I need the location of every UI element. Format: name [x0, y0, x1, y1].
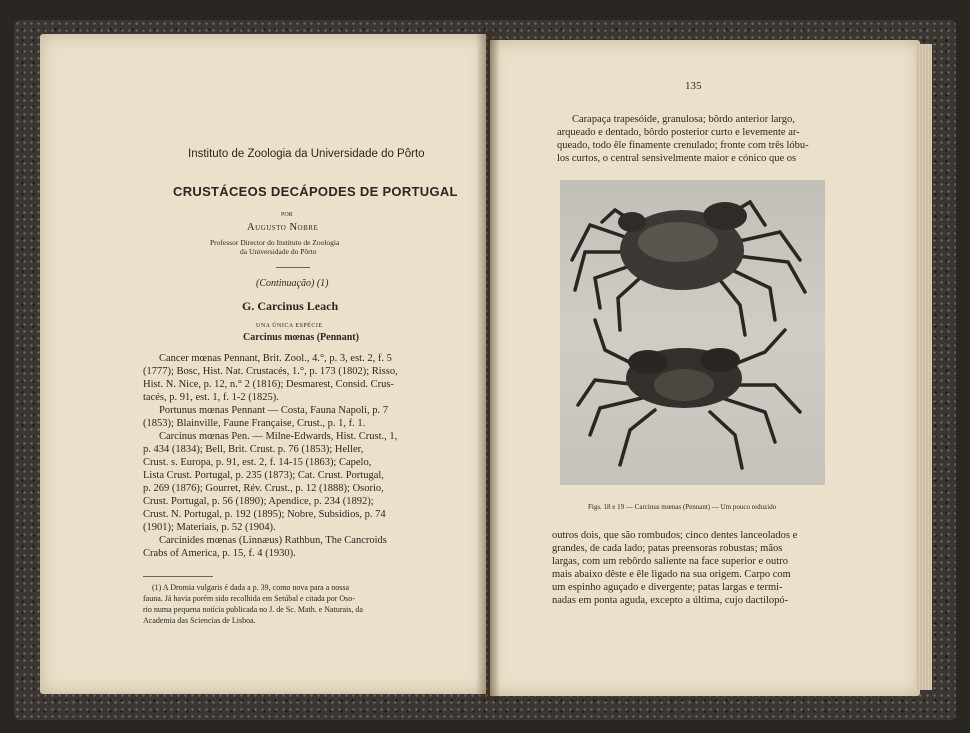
- footnote-line: (1) A Dromia vulgaris é dada a p. 39, como nova para a nossa: [152, 583, 350, 592]
- footnote-line: Academia das Sciencias de Lisboa.: [143, 616, 256, 625]
- paragraph-line: grandes, de cada lado; patas preensoras robustas; mãos: [552, 543, 783, 554]
- synonymy-line: Crabs of America, p. 15, f. 4 (1930).: [143, 548, 296, 559]
- single-species-label: UNA ÚNICA ESPÉCIE: [256, 323, 323, 329]
- synonymy-line: Crust. N. Portugal, p. 192 (1895); Nobre, Subsidios, p. 74: [143, 509, 386, 520]
- title-rule: [276, 267, 310, 268]
- synonymy-line: Carcinus mœnas Pen. — Milne-Edwards, Hist. Crust., 1,: [159, 431, 398, 442]
- synonymy-line: Carcinides mœnas (Linnæus) Rathbun, The Cancroids: [159, 535, 387, 546]
- synonymy-line: (1777); Bosc, Hist. Nat. Crustacés, 1.°, p. 173 (1802); Risso,: [143, 366, 398, 377]
- page-edges: [916, 44, 932, 690]
- paragraph-line: nadas em ponta aguda, excepto a última, cujo dactilopó-: [552, 595, 789, 606]
- author-role-2: da Universidade do Pôrto: [240, 247, 317, 256]
- paragraph-line: queado, todo êle finamente crenulado; fronte com três lóbu-: [557, 140, 809, 151]
- paragraph-line: outros dois, que são rombudos; cinco dentes lanceolados e: [552, 530, 798, 541]
- synonymy-line: tacés, p. 91, est. 1, f. 1-2 (1825).: [143, 392, 279, 403]
- paragraph-line: Carapaça trapesóide, granulosa; bôrdo anterior largo,: [572, 114, 795, 125]
- footnote-rule: [143, 576, 213, 577]
- author-name: Augusto Nobre: [247, 222, 319, 233]
- synonymy-line: Hist. N. Nice, p. 12, n.° 2 (1816); Desmarest, Consid. Crus-: [143, 379, 394, 390]
- por-label: POR: [281, 212, 293, 218]
- paragraph-line: mais abaixo dêste e êle ligado na sua origem. Carpo com: [552, 569, 791, 580]
- crab-photograph: [560, 180, 825, 485]
- paragraph-line: um espinho aguçado e divergente; patas largas e termi-: [552, 582, 783, 593]
- synonymy-line: p. 434 (1834); Bell, Brit. Crust. p. 76 (1853); Heller,: [143, 444, 364, 455]
- author-role-1: Professor Director do Instituto de Zoologia: [210, 238, 340, 247]
- crab-illustration: [560, 180, 825, 485]
- synonymy-line: (1901); Materiais, p. 52 (1904).: [143, 522, 276, 533]
- book-gutter: [476, 30, 500, 700]
- synonymy-line: Portunus mœnas Pennant — Costa, Fauna Napoli, p. 7: [159, 405, 388, 416]
- synonymy-line: Crust. s. Europa, p. 91, est. 2, f. 14-15 (1863); Capelo,: [143, 457, 372, 468]
- figure-caption: Figs. 18 e 19 — Carcinus mœnas (Pennant) — Um pouco reduzido: [588, 503, 777, 511]
- institute-heading: Instituto de Zoologia da Universidade do Pôrto: [188, 148, 425, 160]
- genus-heading: G. Carcinus Leach: [242, 299, 339, 313]
- page-number: 135: [685, 80, 702, 92]
- footnote-line: rio numa pequena notícia publicada no J. de Sc. Math. e Naturais, da: [143, 605, 363, 614]
- synonymy-line: p. 269 (1876); Gourret, Rév. Crust., p. 12 (1888); Osorio,: [143, 483, 384, 494]
- synonymy-line: Cancer mœnas Pennant, Brit. Zool., 4.°, p. 3, est. 2, f. 5: [159, 353, 392, 364]
- article-title: CRUSTÁCEOS DECÁPODES DE PORTUGAL: [173, 184, 458, 199]
- paragraph-line: largas, com um rebôrdo saliente na face superior e outro: [552, 556, 788, 567]
- synonymy-line: Crust. Portugal, p. 56 (1890); Apendice, p. 234 (1892);: [143, 496, 374, 507]
- paragraph-line: los curtos, o central sensivelmente maior e cónico que os: [557, 153, 797, 164]
- footnote-line: fauna. Já havia porém sido recolhida em Setúbal e citada por Oso-: [143, 594, 355, 603]
- continuation-note: (Continuação) (1): [256, 278, 329, 289]
- species-heading: Carcinus mœnas (Pennant): [243, 332, 359, 343]
- synonymy-line: Lista Crust. Portugal, p. 235 (1873); Cat. Crust. Portugal,: [143, 470, 384, 481]
- synonymy-line: (1853); Blainville, Faune Française, Crust., p. 1, f. 1.: [143, 418, 366, 429]
- paragraph-line: arqueado e dentado, bôrdo posterior curto e levemente ar-: [557, 127, 800, 138]
